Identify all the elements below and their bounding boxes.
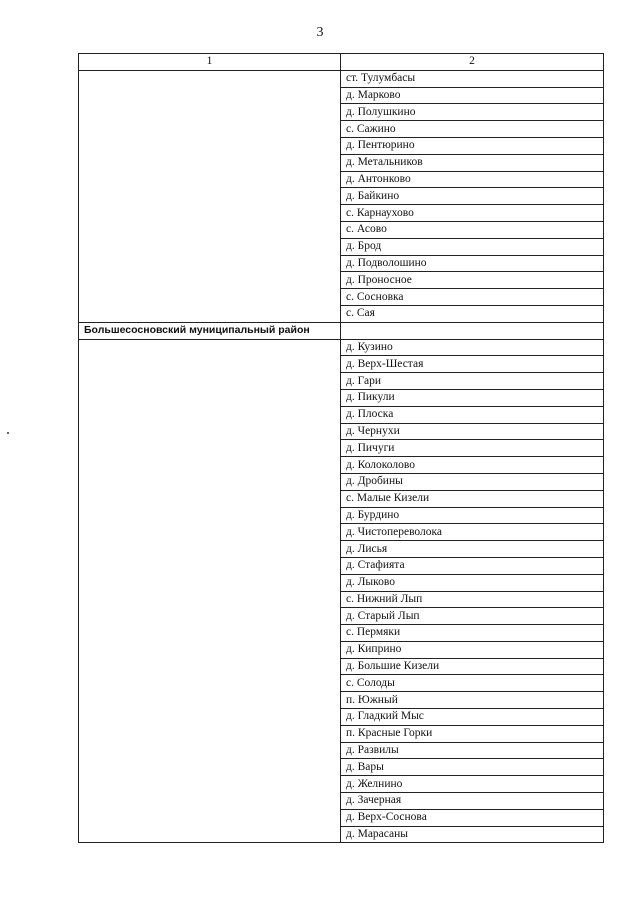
- settlement-name: с. Карнаухово: [341, 205, 604, 222]
- settlement-name: д. Вары: [341, 759, 604, 776]
- settlement-name: д. Лыково: [341, 574, 604, 591]
- settlement-name: д. Плоска: [341, 406, 604, 423]
- district-row: [79, 322, 604, 339]
- table-header-row: [79, 54, 604, 71]
- settlement-name: д. Гладкий Мыс: [341, 709, 604, 726]
- settlement-name: д. Киприно: [341, 641, 604, 658]
- settlement-name: п. Южный: [341, 692, 604, 709]
- settlement-name: д. Подволошино: [341, 255, 604, 272]
- settlement-name: д. Проносное: [341, 272, 604, 289]
- table-row: [79, 339, 604, 356]
- settlement-name: ст. Тулумбасы: [341, 70, 604, 87]
- district-row-empty-cell: [341, 322, 604, 339]
- settlement-name: д. Чистопереволока: [341, 524, 604, 541]
- settlement-name: с. Малые Кизели: [341, 490, 604, 507]
- settlement-name: с. Сосновка: [341, 289, 604, 306]
- settlement-name: д. Пичуги: [341, 440, 604, 457]
- scan-speck: [7, 432, 9, 434]
- settlements-table: [78, 53, 604, 843]
- settlement-name: д. Марасаны: [341, 826, 604, 843]
- settlement-name: д. Марково: [341, 87, 604, 104]
- settlement-name: д. Большие Кизели: [341, 658, 604, 675]
- district-column-cell: [79, 70, 341, 322]
- settlement-name: д. Развилы: [341, 742, 604, 759]
- page-number: 3: [316, 25, 324, 40]
- settlement-name: с. Сажино: [341, 121, 604, 138]
- settlement-name: д. Пентюрино: [341, 137, 604, 154]
- settlement-name: д. Колоколово: [341, 457, 604, 474]
- settlement-name: д. Бурдино: [341, 507, 604, 524]
- settlement-name: п. Красные Горки: [341, 725, 604, 742]
- settlement-name: с. Нижний Лып: [341, 591, 604, 608]
- settlement-name: д. Полушкино: [341, 104, 604, 121]
- settlement-name: д. Желнино: [341, 776, 604, 793]
- settlement-name: с. Сая: [341, 305, 604, 322]
- settlement-name: д. Антонково: [341, 171, 604, 188]
- settlement-name: д. Гари: [341, 373, 604, 390]
- settlement-name: д. Зачерная: [341, 793, 604, 810]
- settlement-name: д. Метальников: [341, 154, 604, 171]
- settlement-name: с. Солоды: [341, 675, 604, 692]
- settlement-name: д. Байкино: [341, 188, 604, 205]
- district-column-cell: [79, 339, 341, 843]
- settlement-name: д. Кузино: [341, 339, 604, 356]
- table-body: [79, 54, 604, 843]
- table-row: [79, 70, 604, 87]
- district-name: Большесосновский муниципальный район: [79, 322, 341, 339]
- settlement-name: д. Старый Лып: [341, 608, 604, 625]
- settlement-name: с. Пермяки: [341, 625, 604, 642]
- column-header-2: 2: [341, 54, 604, 71]
- settlement-name: д. Верх-Соснова: [341, 809, 604, 826]
- settlement-name: д. Верх-Шестая: [341, 356, 604, 373]
- column-header-1: 1: [79, 54, 341, 71]
- settlement-name: д. Дробины: [341, 473, 604, 490]
- settlement-name: д. Чернухи: [341, 423, 604, 440]
- settlement-name: с. Асово: [341, 221, 604, 238]
- settlement-name: д. Лисья: [341, 541, 604, 558]
- settlement-name: д. Стафията: [341, 557, 604, 574]
- settlement-name: д. Пикули: [341, 389, 604, 406]
- settlement-name: д. Брод: [341, 238, 604, 255]
